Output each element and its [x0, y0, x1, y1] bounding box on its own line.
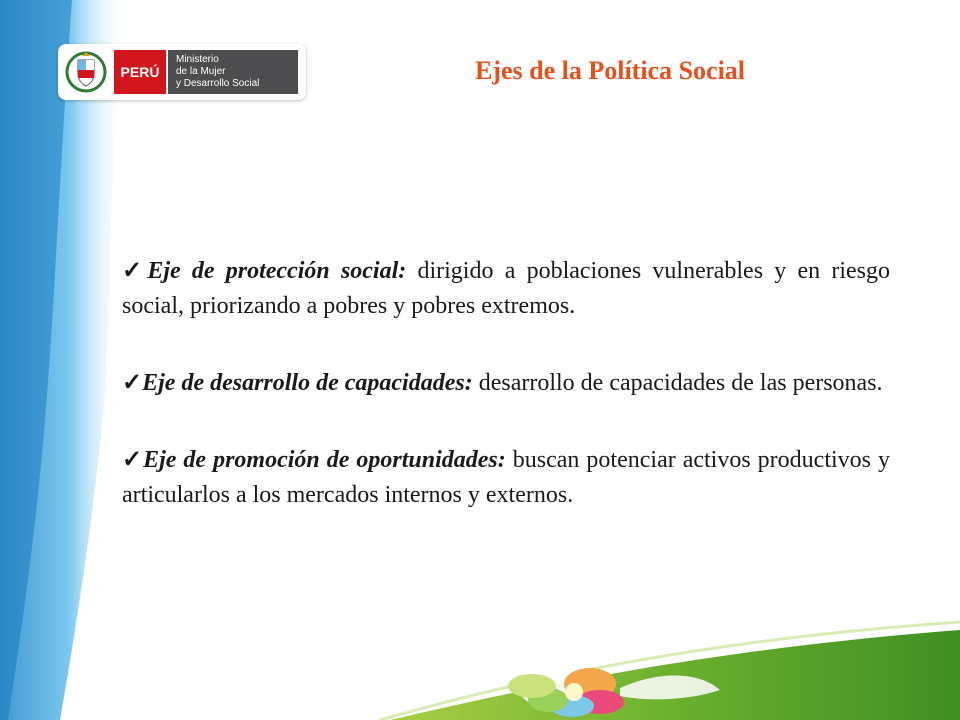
item-description: desarrollo de capacidades de las personas.	[472, 370, 883, 396]
item-term: Eje de desarrollo de capacidades:	[142, 370, 473, 396]
list-item	[122, 366, 890, 401]
item-term: Eje de promoción de oportunidades:	[143, 447, 506, 473]
ministry-logo	[58, 44, 306, 100]
item-description: dirigido a poblaciones vulnerables y en riesgo social, priorizando a pobres y pobres extremos.	[122, 258, 890, 319]
item-description: buscan potenciar activos productivos y articularlos a los mercados internos y externos.	[122, 447, 891, 508]
list-item	[122, 443, 890, 513]
peru-brand-block: PERÚ	[114, 50, 166, 94]
ministry-line-1: Ministerio	[176, 54, 219, 65]
ministry-line-2: de la Mujer	[176, 66, 226, 77]
list-item	[122, 254, 890, 324]
ministry-name	[168, 50, 298, 94]
ministry-line-3: y Desarrollo Social	[176, 78, 260, 89]
axes-list	[122, 254, 890, 555]
checkmark-icon: ✓	[122, 370, 143, 396]
slide-title: Ejes de la Política Social	[474, 56, 746, 85]
item-term: Eje de protección social:	[147, 258, 407, 284]
checkmark-icon: ✓	[122, 447, 144, 473]
coat-of-arms-icon	[64, 48, 108, 96]
checkmark-icon: ✓	[122, 258, 148, 284]
